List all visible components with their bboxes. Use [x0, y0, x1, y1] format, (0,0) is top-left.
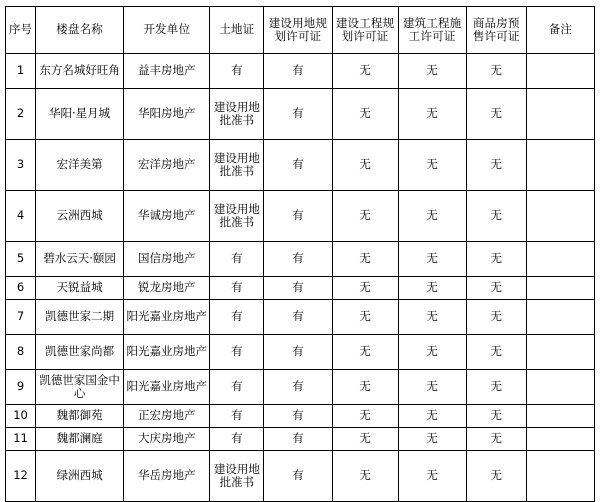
cell-name: 天锐益城: [36, 277, 124, 300]
cell-eng: 无: [332, 428, 398, 451]
cell-note: [526, 242, 594, 277]
cell-presale: 无: [466, 242, 526, 277]
cell-construction: 无: [398, 242, 466, 277]
header-row: [6, 7, 595, 54]
property-permit-table: [5, 6, 595, 502]
cell-land: 建设用地批准书: [210, 191, 264, 242]
cell-index: 11: [6, 428, 36, 451]
cell-presale: 无: [466, 300, 526, 335]
cell-name: 东方名城好旺角: [36, 54, 124, 89]
cell-developer: 华岳房地产: [124, 451, 210, 502]
cell-name: 凯德世家国金中心: [36, 370, 124, 405]
header-engineering-planning-permit: 建设工程规划许可证: [332, 7, 398, 54]
table-row: [6, 242, 595, 277]
cell-presale: 无: [466, 335, 526, 370]
cell-note: [526, 300, 594, 335]
table-row: [6, 277, 595, 300]
cell-developer: 国信房地产: [124, 242, 210, 277]
cell-construction: 无: [398, 405, 466, 428]
cell-name: 华阳·星月城: [36, 89, 124, 140]
cell-presale: 无: [466, 428, 526, 451]
cell-land: 有: [210, 300, 264, 335]
header-land-planning-permit: 建设用地规划许可证: [264, 7, 332, 54]
cell-name: 宏洋美第: [36, 140, 124, 191]
table-header: [6, 7, 595, 54]
cell-index: 7: [6, 300, 36, 335]
table-row: [6, 140, 595, 191]
cell-plan: 有: [264, 140, 332, 191]
cell-note: [526, 89, 594, 140]
cell-index: 8: [6, 335, 36, 370]
table-row: [6, 335, 595, 370]
header-land-certificate: 土地证: [210, 7, 264, 54]
cell-construction: 无: [398, 335, 466, 370]
cell-eng: 无: [332, 277, 398, 300]
cell-land: 有: [210, 242, 264, 277]
cell-developer: 华诚房地产: [124, 191, 210, 242]
cell-eng: 无: [332, 451, 398, 502]
table-row: [6, 370, 595, 405]
cell-eng: 无: [332, 89, 398, 140]
cell-note: [526, 140, 594, 191]
cell-eng: 无: [332, 300, 398, 335]
cell-developer: 阳光嘉业房地产: [124, 300, 210, 335]
table-row: [6, 54, 595, 89]
cell-presale: 无: [466, 405, 526, 428]
cell-name: 魏都御苑: [36, 405, 124, 428]
cell-land: 有: [210, 335, 264, 370]
cell-note: [526, 335, 594, 370]
cell-eng: 无: [332, 405, 398, 428]
cell-note: [526, 54, 594, 89]
cell-eng: 无: [332, 54, 398, 89]
table-row: [6, 89, 595, 140]
cell-land: 有: [210, 428, 264, 451]
cell-note: [526, 370, 594, 405]
cell-presale: 无: [466, 451, 526, 502]
cell-plan: 有: [264, 428, 332, 451]
cell-note: [526, 451, 594, 502]
table-row: [6, 451, 595, 502]
cell-plan: 有: [264, 370, 332, 405]
cell-developer: 正宏房地产: [124, 405, 210, 428]
header-index: 序号: [6, 7, 36, 54]
cell-plan: 有: [264, 89, 332, 140]
cell-land: 建设用地批准书: [210, 89, 264, 140]
cell-construction: 无: [398, 277, 466, 300]
table-row: [6, 191, 595, 242]
cell-developer: 锐龙房地产: [124, 277, 210, 300]
header-name: 楼盘名称: [36, 7, 124, 54]
cell-index: 5: [6, 242, 36, 277]
cell-construction: 无: [398, 191, 466, 242]
cell-name: 碧水云天·颐园: [36, 242, 124, 277]
cell-presale: 无: [466, 191, 526, 242]
cell-construction: 无: [398, 300, 466, 335]
cell-developer: 宏洋房地产: [124, 140, 210, 191]
cell-presale: 无: [466, 140, 526, 191]
cell-plan: 有: [264, 451, 332, 502]
cell-index: 6: [6, 277, 36, 300]
cell-note: [526, 428, 594, 451]
cell-presale: 无: [466, 277, 526, 300]
cell-eng: 无: [332, 140, 398, 191]
cell-plan: 有: [264, 191, 332, 242]
cell-construction: 无: [398, 89, 466, 140]
cell-index: 12: [6, 451, 36, 502]
cell-index: 2: [6, 89, 36, 140]
cell-developer: 华阳房地产: [124, 89, 210, 140]
cell-index: 3: [6, 140, 36, 191]
cell-name: 凯德世家二期: [36, 300, 124, 335]
cell-construction: 无: [398, 451, 466, 502]
cell-developer: 益丰房地产: [124, 54, 210, 89]
cell-land: 建设用地批准书: [210, 451, 264, 502]
cell-note: [526, 277, 594, 300]
table-row: [6, 405, 595, 428]
header-construction-permit: 建筑工程施工许可证: [398, 7, 466, 54]
cell-land: 有: [210, 405, 264, 428]
cell-developer: 大庆房地产: [124, 428, 210, 451]
cell-eng: 无: [332, 242, 398, 277]
table-body: [6, 54, 595, 502]
cell-name: 魏都澜庭: [36, 428, 124, 451]
cell-land: 有: [210, 54, 264, 89]
cell-index: 9: [6, 370, 36, 405]
cell-plan: 有: [264, 242, 332, 277]
cell-construction: 无: [398, 370, 466, 405]
table-row: [6, 300, 595, 335]
cell-construction: 无: [398, 140, 466, 191]
cell-index: 4: [6, 191, 36, 242]
cell-developer: 阳光嘉业房地产: [124, 335, 210, 370]
cell-index: 1: [6, 54, 36, 89]
cell-name: 云洲西城: [36, 191, 124, 242]
cell-plan: 有: [264, 300, 332, 335]
cell-name: 凯德世家尚都: [36, 335, 124, 370]
cell-construction: 无: [398, 54, 466, 89]
cell-index: 10: [6, 405, 36, 428]
cell-plan: 有: [264, 277, 332, 300]
cell-presale: 无: [466, 54, 526, 89]
cell-plan: 有: [264, 54, 332, 89]
cell-eng: 无: [332, 191, 398, 242]
table-row: [6, 428, 595, 451]
cell-eng: 无: [332, 370, 398, 405]
cell-note: [526, 191, 594, 242]
cell-land: 建设用地批准书: [210, 140, 264, 191]
cell-developer: 阳光嘉业房地产: [124, 370, 210, 405]
header-developer: 开发单位: [124, 7, 210, 54]
cell-construction: 无: [398, 428, 466, 451]
header-presale-permit: 商品房预售许可证: [466, 7, 526, 54]
header-note: 备注: [526, 7, 594, 54]
cell-plan: 有: [264, 335, 332, 370]
cell-land: 有: [210, 370, 264, 405]
cell-presale: 无: [466, 89, 526, 140]
cell-presale: 无: [466, 370, 526, 405]
cell-name: 绿洲西城: [36, 451, 124, 502]
cell-plan: 有: [264, 405, 332, 428]
cell-land: 有: [210, 277, 264, 300]
cell-eng: 无: [332, 335, 398, 370]
cell-note: [526, 405, 594, 428]
